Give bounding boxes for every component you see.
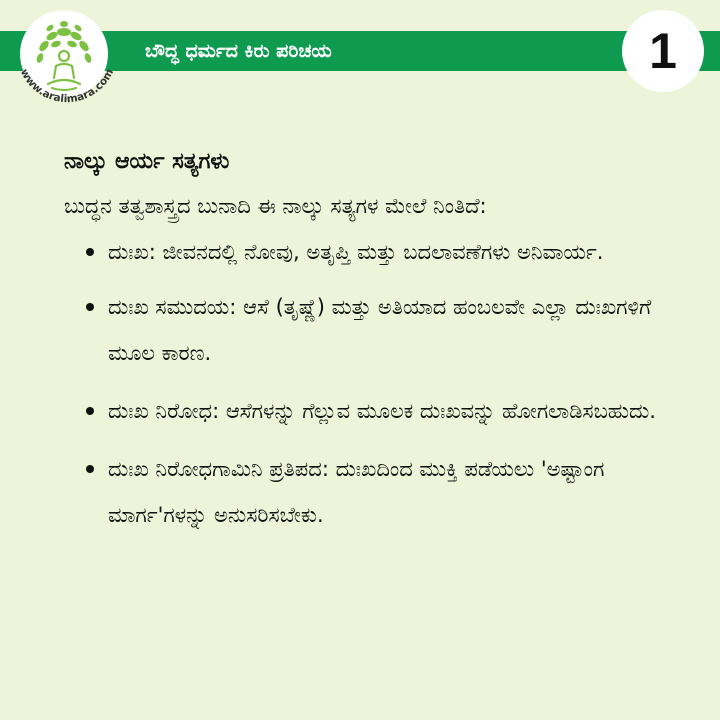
section-heading: ನಾಲ್ಕು ಆರ್ಯ ಸತ್ಯಗಳು [64,149,230,174]
list-item-text: ದುಃಖ ಸಮುದಯ: ಆಸೆ (ತೃಷ್ಣೆ) ಮತ್ತು ಅತಿಯಾದ ಹಂಬಲವೇ ಎಲ್ಲಾ ದುಃಖಗಳಿಗೆ ಮೂಲ ಕಾರಣ. [108,295,652,365]
bullet-icon [86,465,94,473]
list-item [64,284,674,376]
logo-text: www.aralimara.com [17,66,117,106]
banner-title: ಬೌದ್ಧ ಧರ್ಮದ ಕಿರು ಪರಿಚಯ [145,40,332,62]
intro-paragraph: ಬುದ್ಧನ ತತ್ವಶಾಸ್ತ್ರದ ಬುನಾದಿ ಈ ನಾಲ್ಕು ಸತ್ಯಗಳ ಮೇಲೆ ನಿಂತಿದೆ: [64,194,487,218]
list-item [64,388,674,434]
bullet-icon [86,407,94,415]
bullet-icon [86,303,94,311]
list-item-text: ದುಃಖ ನಿರೋಧ: ಆಸೆಗಳನ್ನು ಗೆಲ್ಲುವ ಮೂಲಕ ದುಃಖವನ್ನು ಹೋಗಲಾಡಿಸಬಹುದು. [108,399,656,423]
bullet-icon [86,248,94,256]
list-item-text: ದುಃಖ: ಜೀವನದಲ್ಲಿ ನೋವು, ಅತೃಪ್ತಿ ಮತ್ತು ಬದಲಾವಣೆಗಳು ಅನಿವಾರ್ಯ. [108,240,604,264]
content-section [64,142,674,550]
noble-truths-list [64,232,674,538]
list-item [64,446,674,538]
svg-text:www.aralimara.com [18,67,116,105]
aralimara-logo [12,4,122,114]
tree-meditation-icon [12,4,122,114]
list-item [64,232,674,272]
page-number-badge: 1 [622,10,704,92]
list-item-text: ದುಃಖ ನಿರೋಧಗಾಮಿನಿ ಪ್ರತಿಪದ: ದುಃಖದಿಂದ ಮುಕ್ತಿ ಪಡೆಯಲು 'ಅಷ್ಟಾಂಗ ಮಾರ್ಗ'ಗಳನ್ನು ಅನುಸರಿಸಬೇಕು. [108,457,605,527]
